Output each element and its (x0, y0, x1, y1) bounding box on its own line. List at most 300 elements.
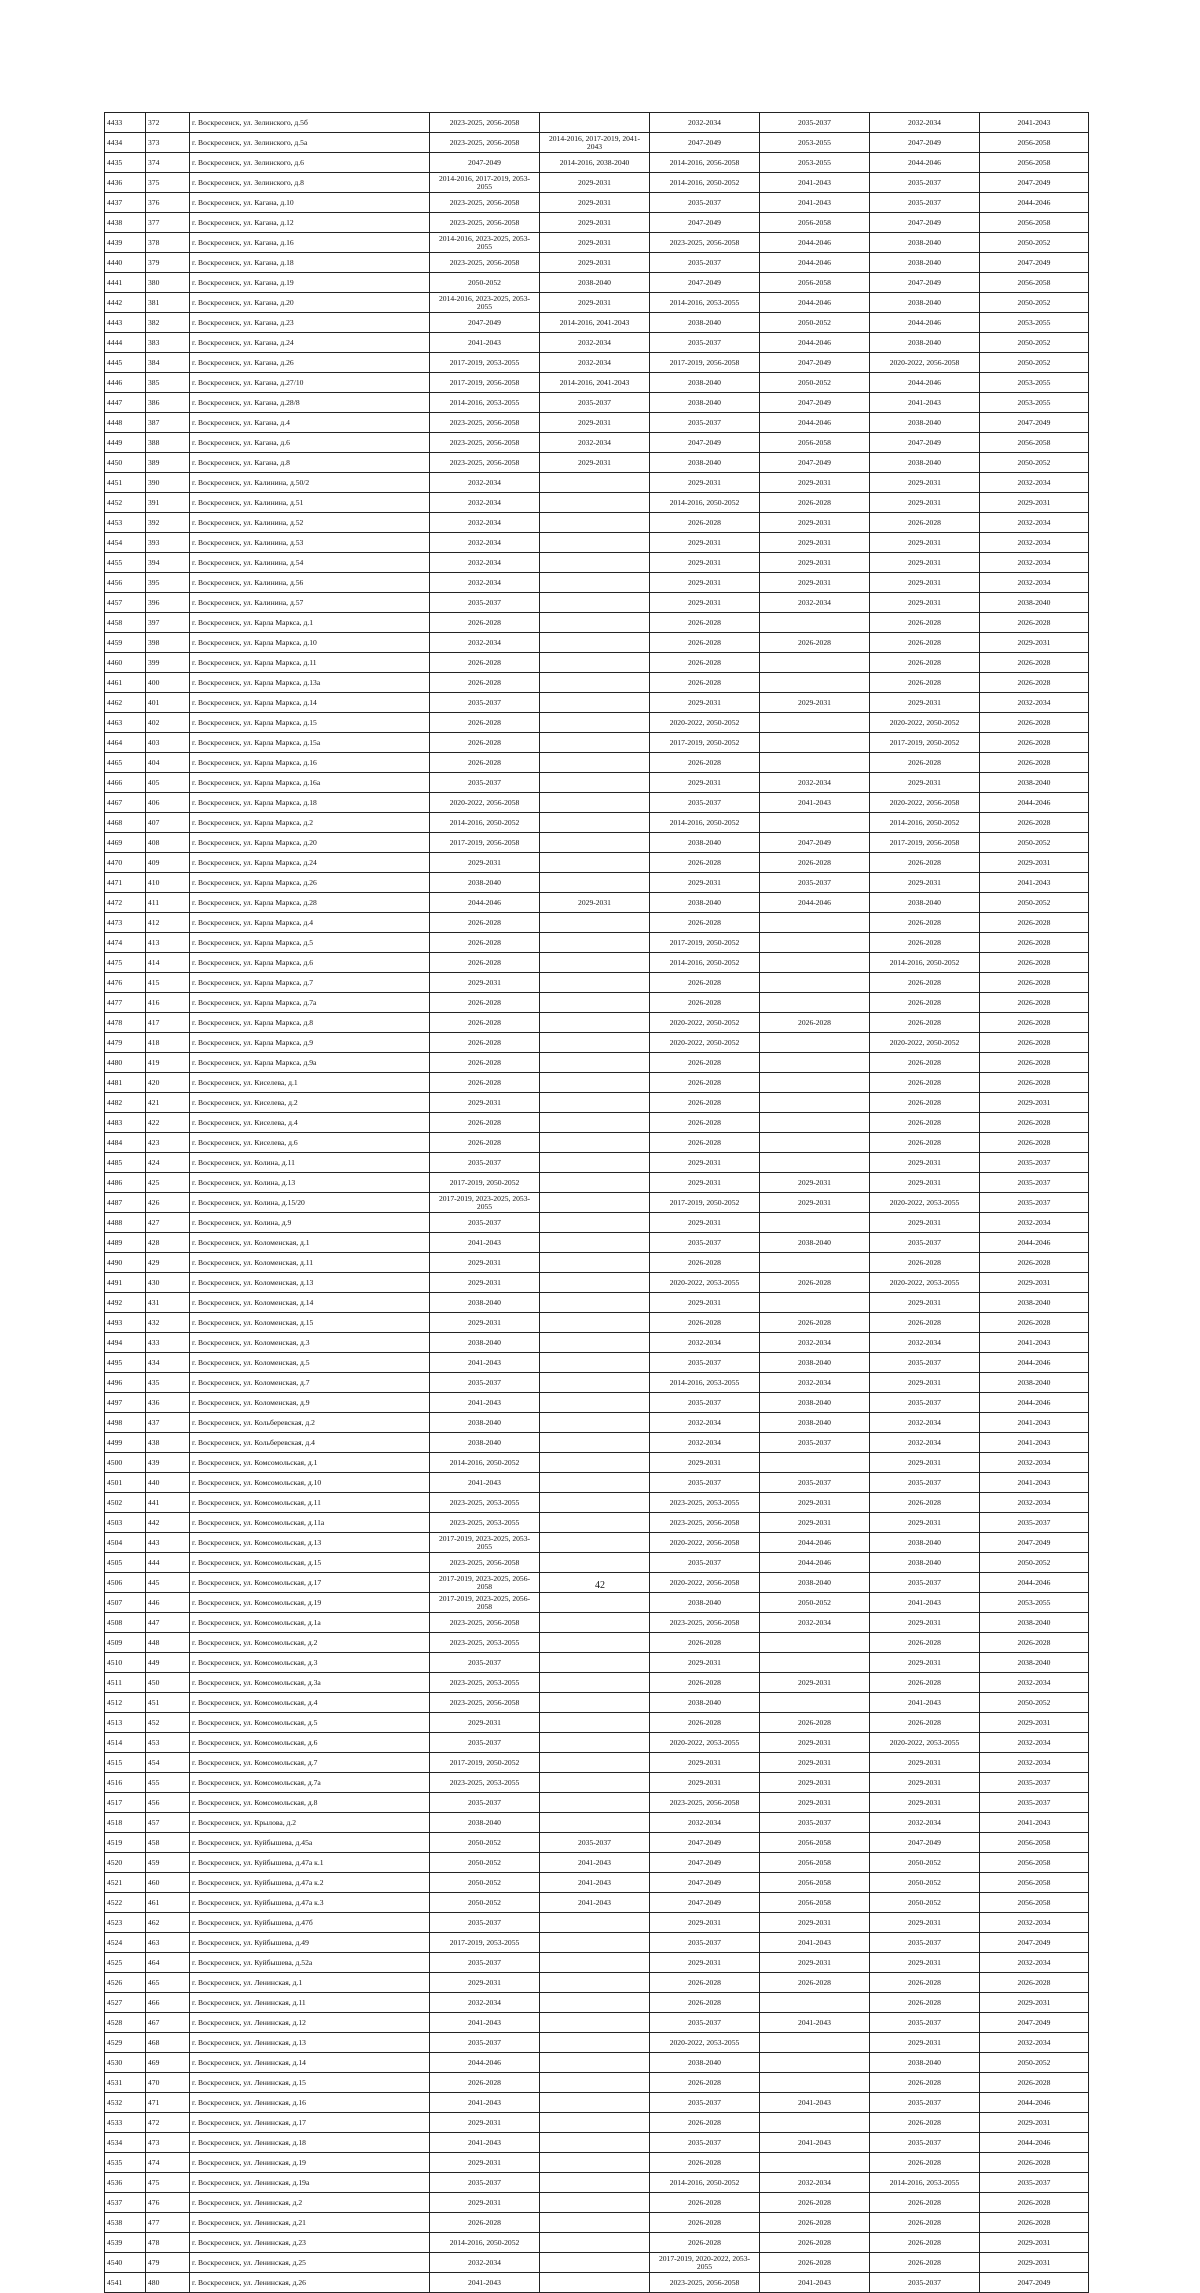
period-cell-1: 2017-2019, 2056-2058 (430, 373, 540, 393)
period-cell-5: 2029-2031 (870, 1913, 980, 1933)
period-cell-5: 2026-2028 (870, 1113, 980, 1133)
entry-number: 372 (146, 113, 190, 133)
period-cell-2 (540, 2153, 650, 2173)
period-cell-3: 2047-2049 (650, 213, 760, 233)
period-cell-1: 2035-2037 (430, 693, 540, 713)
period-cell-4: 2047-2049 (760, 833, 870, 853)
table-row (105, 533, 1089, 553)
entry-number: 407 (146, 813, 190, 833)
period-cell-3: 2026-2028 (650, 673, 760, 693)
table-row (105, 1413, 1089, 1433)
period-cell-6: 2032-2034 (980, 1733, 1089, 1753)
table-row (105, 1333, 1089, 1353)
period-cell-4: 2026-2028 (760, 2193, 870, 2213)
row-index: 4458 (105, 613, 146, 633)
period-cell-6: 2038-2040 (980, 1653, 1089, 1673)
period-cell-5: 2035-2037 (870, 1473, 980, 1493)
row-index: 4503 (105, 1513, 146, 1533)
entry-number: 406 (146, 793, 190, 813)
period-cell-4: 2029-2031 (760, 1753, 870, 1773)
period-cell-5: 2026-2028 (870, 1253, 980, 1273)
period-cell-4: 2047-2049 (760, 453, 870, 473)
period-cell-5: 2044-2046 (870, 313, 980, 333)
table-row (105, 1073, 1089, 1093)
period-cell-5: 2020-2022, 2050-2052 (870, 1033, 980, 1053)
row-index: 4493 (105, 1313, 146, 1333)
period-cell-2 (540, 1773, 650, 1793)
period-cell-3: 2026-2028 (650, 1073, 760, 1093)
period-cell-1: 2044-2046 (430, 893, 540, 913)
entry-number: 424 (146, 1153, 190, 1173)
row-index: 4455 (105, 553, 146, 573)
row-index: 4490 (105, 1253, 146, 1273)
address-cell: г. Воскресенск, ул. Карла Маркса, д.28 (190, 893, 430, 913)
entry-number: 388 (146, 433, 190, 453)
entry-number: 465 (146, 1973, 190, 1993)
period-cell-6: 2047-2049 (980, 253, 1089, 273)
period-cell-3: 2026-2028 (650, 1673, 760, 1693)
period-cell-3: 2038-2040 (650, 373, 760, 393)
period-cell-2 (540, 1413, 650, 1433)
period-cell-4: 2032-2034 (760, 773, 870, 793)
address-cell: г. Воскресенск, ул. Ленинская, д.13 (190, 2033, 430, 2053)
period-cell-6: 2026-2028 (980, 1633, 1089, 1653)
table-row (105, 553, 1089, 573)
period-cell-2 (540, 1033, 650, 1053)
period-cell-3: 2038-2040 (650, 833, 760, 853)
period-cell-3: 2035-2037 (650, 413, 760, 433)
entry-number: 451 (146, 1693, 190, 1713)
period-cell-3: 2020-2022, 2053-2055 (650, 1273, 760, 1293)
table-row (105, 2193, 1089, 2213)
table-row (105, 1273, 1089, 1293)
period-cell-6: 2032-2034 (980, 1913, 1089, 1933)
address-cell: г. Воскресенск, ул. Куйбышева, д.45а (190, 1833, 430, 1853)
period-cell-6: 2044-2046 (980, 1353, 1089, 1373)
period-cell-6: 2026-2028 (980, 913, 1089, 933)
period-cell-6: 2026-2028 (980, 993, 1089, 1013)
address-cell: г. Воскресенск, ул. Карла Маркса, д.5 (190, 933, 430, 953)
period-cell-1: 2026-2028 (430, 2213, 540, 2233)
period-cell-2 (540, 1293, 650, 1313)
period-cell-1: 2026-2028 (430, 933, 540, 953)
period-cell-1: 2014-2016, 2023-2025, 2053-2055 (430, 233, 540, 253)
period-cell-6: 2050-2052 (980, 333, 1089, 353)
period-cell-2 (540, 2253, 650, 2273)
period-cell-4: 2041-2043 (760, 1933, 870, 1953)
row-index: 4449 (105, 433, 146, 453)
row-index: 4438 (105, 213, 146, 233)
period-cell-1: 2023-2025, 2056-2058 (430, 413, 540, 433)
row-index: 4488 (105, 1213, 146, 1233)
period-cell-6: 2029-2031 (980, 1713, 1089, 1733)
period-cell-1: 2038-2040 (430, 1333, 540, 1353)
row-index: 4512 (105, 1693, 146, 1713)
period-cell-5: 2026-2028 (870, 2073, 980, 2093)
period-cell-3: 2026-2028 (650, 2193, 760, 2213)
period-cell-6: 2044-2046 (980, 793, 1089, 813)
period-cell-2 (540, 1253, 650, 1273)
row-index: 4506 (105, 1573, 146, 1593)
entry-number: 447 (146, 1613, 190, 1633)
period-cell-3: 2035-2037 (650, 253, 760, 273)
period-cell-2 (540, 1353, 650, 1373)
entry-number: 437 (146, 1413, 190, 1433)
period-cell-4: 2038-2040 (760, 1393, 870, 1413)
period-cell-2 (540, 1093, 650, 1113)
period-cell-4: 2044-2046 (760, 1553, 870, 1573)
period-cell-2 (540, 2093, 650, 2113)
table-row (105, 593, 1089, 613)
address-cell: г. Воскресенск, ул. Карла Маркса, д.6 (190, 953, 430, 973)
period-cell-1: 2023-2025, 2056-2058 (430, 1553, 540, 1573)
address-cell: г. Воскресенск, ул. Куйбышева, д.47а к.1 (190, 1853, 430, 1873)
period-cell-4: 2029-2031 (760, 573, 870, 593)
entry-number: 454 (146, 1753, 190, 1773)
period-cell-2 (540, 2233, 650, 2253)
period-cell-6: 2032-2034 (980, 1493, 1089, 1513)
row-index: 4538 (105, 2213, 146, 2233)
address-cell: г. Воскресенск, ул. Колина, д.13 (190, 1173, 430, 1193)
period-cell-6: 2050-2052 (980, 893, 1089, 913)
period-cell-3: 2047-2049 (650, 1833, 760, 1853)
period-cell-4: 2053-2055 (760, 133, 870, 153)
period-cell-4: 2032-2034 (760, 1613, 870, 1633)
period-cell-3: 2017-2019, 2020-2022, 2053-2055 (650, 2253, 760, 2273)
period-cell-5: 2050-2052 (870, 1873, 980, 1893)
row-index: 4495 (105, 1353, 146, 1373)
address-cell: г. Воскресенск, ул. Ленинская, д.16 (190, 2093, 430, 2113)
period-cell-6: 2047-2049 (980, 2013, 1089, 2033)
entry-number: 414 (146, 953, 190, 973)
period-cell-3: 2026-2028 (650, 1313, 760, 1333)
period-cell-6: 2038-2040 (980, 593, 1089, 613)
period-cell-3: 2023-2025, 2056-2058 (650, 1613, 760, 1633)
row-index: 4442 (105, 293, 146, 313)
period-cell-6: 2056-2058 (980, 1853, 1089, 1873)
period-cell-5: 2029-2031 (870, 2033, 980, 2053)
period-cell-4 (760, 1293, 870, 1313)
period-cell-6: 2026-2028 (980, 2073, 1089, 2093)
entry-number: 397 (146, 613, 190, 633)
period-cell-3: 2035-2037 (650, 793, 760, 813)
period-cell-3: 2026-2028 (650, 993, 760, 1013)
period-cell-5: 2038-2040 (870, 333, 980, 353)
period-cell-6: 2026-2028 (980, 1053, 1089, 1073)
table-row (105, 813, 1089, 833)
table-row (105, 313, 1089, 333)
period-cell-4: 2032-2034 (760, 593, 870, 613)
address-cell: г. Воскресенск, ул. Карла Маркса, д.9а (190, 1053, 430, 1073)
table-row (105, 393, 1089, 413)
period-cell-5: 2038-2040 (870, 413, 980, 433)
period-cell-3: 2026-2028 (650, 913, 760, 933)
entry-number: 422 (146, 1113, 190, 1133)
period-cell-4: 2038-2040 (760, 1413, 870, 1433)
period-cell-1: 2026-2028 (430, 733, 540, 753)
period-cell-6: 2056-2058 (980, 153, 1089, 173)
period-cell-1: 2026-2028 (430, 1013, 540, 1033)
period-cell-1: 2035-2037 (430, 1953, 540, 1973)
address-cell: г. Воскресенск, ул. Киселева, д.6 (190, 1133, 430, 1153)
period-cell-6: 2050-2052 (980, 1553, 1089, 1573)
period-cell-5: 2026-2028 (870, 1073, 980, 1093)
period-cell-6: 2026-2028 (980, 933, 1089, 953)
table-row (105, 573, 1089, 593)
row-index: 4519 (105, 1833, 146, 1853)
period-cell-3: 2035-2037 (650, 2133, 760, 2153)
table-row (105, 1253, 1089, 1273)
period-cell-4 (760, 1153, 870, 1173)
period-cell-4: 2035-2037 (760, 873, 870, 893)
period-cell-2: 2041-2043 (540, 1893, 650, 1913)
entry-number: 412 (146, 913, 190, 933)
address-cell: г. Воскресенск, ул. Кагана, д.19 (190, 273, 430, 293)
entry-number: 475 (146, 2173, 190, 2193)
address-cell: г. Воскресенск, ул. Кагана, д.18 (190, 253, 430, 273)
table-row (105, 1993, 1089, 2013)
period-cell-1: 2029-2031 (430, 2193, 540, 2213)
period-cell-1: 2050-2052 (430, 1893, 540, 1913)
address-cell: г. Воскресенск, ул. Комсомольская, д.5 (190, 1713, 430, 1733)
period-cell-2 (540, 633, 650, 653)
period-cell-4: 2029-2031 (760, 1733, 870, 1753)
address-cell: г. Воскресенск, ул. Коломенская, д.3 (190, 1333, 430, 1353)
address-cell: г. Воскресенск, ул. Ленинская, д.11 (190, 1993, 430, 2013)
entry-number: 446 (146, 1593, 190, 1613)
period-cell-2 (540, 553, 650, 573)
table-row (105, 1813, 1089, 1833)
table-row (105, 1693, 1089, 1713)
period-cell-1: 2026-2028 (430, 1053, 540, 1073)
address-cell: г. Воскресенск, ул. Комсомольская, д.6 (190, 1733, 430, 1753)
entry-number: 435 (146, 1373, 190, 1393)
period-cell-2 (540, 993, 650, 1013)
entry-number: 458 (146, 1833, 190, 1853)
period-cell-5: 2026-2028 (870, 973, 980, 993)
period-cell-1: 2026-2028 (430, 613, 540, 633)
address-cell: г. Воскресенск, ул. Кагана, д.23 (190, 313, 430, 333)
period-cell-5: 2026-2028 (870, 853, 980, 873)
period-cell-1: 2026-2028 (430, 913, 540, 933)
period-cell-1: 2017-2019, 2050-2052 (430, 1753, 540, 1773)
period-cell-1: 2023-2025, 2056-2058 (430, 193, 540, 213)
entry-number: 453 (146, 1733, 190, 1753)
period-cell-3: 2026-2028 (650, 1093, 760, 1113)
period-cell-3: 2032-2034 (650, 113, 760, 133)
row-index: 4491 (105, 1273, 146, 1293)
address-cell: г. Воскресенск, ул. Ленинская, д.1 (190, 1973, 430, 1993)
period-cell-2 (540, 913, 650, 933)
period-cell-4: 2029-2031 (760, 1793, 870, 1813)
entry-number: 423 (146, 1133, 190, 1153)
entry-number: 391 (146, 493, 190, 513)
entry-number: 448 (146, 1633, 190, 1653)
period-cell-5: 2029-2031 (870, 1773, 980, 1793)
period-cell-5: 2029-2031 (870, 1513, 980, 1533)
period-cell-2: 2029-2031 (540, 213, 650, 233)
entry-number: 467 (146, 2013, 190, 2033)
entry-number: 384 (146, 353, 190, 373)
period-cell-4: 2026-2028 (760, 1713, 870, 1733)
entry-number: 405 (146, 773, 190, 793)
period-cell-6: 2035-2037 (980, 1193, 1089, 1213)
period-cell-3: 2029-2031 (650, 693, 760, 713)
table-row (105, 633, 1089, 653)
table-row (105, 1033, 1089, 1053)
period-cell-2: 2041-2043 (540, 1873, 650, 1893)
period-cell-6: 2044-2046 (980, 1393, 1089, 1413)
period-cell-1: 2035-2037 (430, 1653, 540, 1673)
address-cell: г. Воскресенск, ул. Коломенская, д.5 (190, 1353, 430, 1373)
period-cell-4: 2041-2043 (760, 193, 870, 213)
period-cell-3: 2023-2025, 2056-2058 (650, 1513, 760, 1533)
entry-number: 469 (146, 2053, 190, 2073)
period-cell-1: 2035-2037 (430, 1913, 540, 1933)
period-cell-2 (540, 2113, 650, 2133)
period-cell-4: 2047-2049 (760, 353, 870, 373)
period-cell-3: 2035-2037 (650, 333, 760, 353)
table-row (105, 473, 1089, 493)
period-cell-1: 2041-2043 (430, 1473, 540, 1493)
period-cell-6: 2032-2034 (980, 553, 1089, 573)
table-row (105, 893, 1089, 913)
period-cell-5: 2038-2040 (870, 453, 980, 473)
period-cell-6: 2041-2043 (980, 1413, 1089, 1433)
period-cell-1: 2014-2016, 2050-2052 (430, 2233, 540, 2253)
period-cell-1: 2038-2040 (430, 1433, 540, 1453)
table-row (105, 1193, 1089, 1213)
entry-number: 426 (146, 1193, 190, 1213)
period-cell-5: 2035-2037 (870, 173, 980, 193)
period-cell-4: 2056-2058 (760, 1873, 870, 1893)
address-cell: г. Воскресенск, ул. Коломенская, д.7 (190, 1373, 430, 1393)
period-cell-3: 2047-2049 (650, 1853, 760, 1873)
row-index: 4447 (105, 393, 146, 413)
period-cell-5: 2029-2031 (870, 533, 980, 553)
period-cell-3: 2026-2028 (650, 1133, 760, 1153)
table-row (105, 1293, 1089, 1313)
row-index: 4523 (105, 1913, 146, 1933)
period-cell-4: 2032-2034 (760, 2173, 870, 2193)
period-cell-3: 2023-2025, 2056-2058 (650, 2273, 760, 2293)
period-cell-6: 2044-2046 (980, 1233, 1089, 1253)
period-cell-2: 2029-2031 (540, 253, 650, 273)
entry-number: 392 (146, 513, 190, 533)
period-cell-2 (540, 1973, 650, 1993)
entry-number: 429 (146, 1253, 190, 1273)
row-index: 4473 (105, 913, 146, 933)
period-cell-2 (540, 2053, 650, 2073)
period-cell-1: 2050-2052 (430, 1853, 540, 1873)
period-cell-2 (540, 1653, 650, 1673)
address-cell: г. Воскресенск, ул. Куйбышева, д.47б (190, 1913, 430, 1933)
table-row (105, 293, 1089, 313)
period-cell-4: 2056-2058 (760, 1893, 870, 1913)
period-cell-5: 2026-2028 (870, 1313, 980, 1333)
period-cell-4: 2035-2037 (760, 113, 870, 133)
period-cell-1: 2041-2043 (430, 1233, 540, 1253)
entry-number: 474 (146, 2153, 190, 2173)
period-cell-4: 2041-2043 (760, 173, 870, 193)
period-cell-1: 2044-2046 (430, 2053, 540, 2073)
table-row (105, 413, 1089, 433)
table-row (105, 1453, 1089, 1473)
period-cell-6: 2035-2037 (980, 1513, 1089, 1533)
table-row (105, 1613, 1089, 1633)
row-index: 4486 (105, 1173, 146, 1193)
period-cell-2: 2029-2031 (540, 453, 650, 473)
period-cell-6: 2038-2040 (980, 773, 1089, 793)
row-index: 4489 (105, 1233, 146, 1253)
period-cell-2 (540, 1693, 650, 1713)
period-cell-1: 2035-2037 (430, 2173, 540, 2193)
table-row (105, 2153, 1089, 2173)
row-index: 4444 (105, 333, 146, 353)
period-cell-4 (760, 813, 870, 833)
period-cell-6: 2026-2028 (980, 1133, 1089, 1153)
period-cell-2: 2029-2031 (540, 413, 650, 433)
period-cell-1: 2032-2034 (430, 473, 540, 493)
period-cell-2: 2041-2043 (540, 1853, 650, 1873)
table-row (105, 653, 1089, 673)
period-cell-5: 2026-2028 (870, 1673, 980, 1693)
table-row (105, 453, 1089, 473)
period-cell-1: 2026-2028 (430, 673, 540, 693)
period-cell-5: 2014-2016, 2053-2055 (870, 2173, 980, 2193)
period-cell-6: 2029-2031 (980, 633, 1089, 653)
table-row (105, 173, 1089, 193)
period-cell-3: 2014-2016, 2053-2055 (650, 1373, 760, 1393)
entry-number: 472 (146, 2113, 190, 2133)
table-row (105, 1093, 1089, 1113)
period-cell-3: 2029-2031 (650, 873, 760, 893)
period-cell-5: 2041-2043 (870, 1593, 980, 1613)
period-cell-4: 2026-2028 (760, 2253, 870, 2273)
entry-number: 436 (146, 1393, 190, 1413)
period-cell-4: 2044-2046 (760, 233, 870, 253)
entry-number: 439 (146, 1453, 190, 1473)
period-cell-4: 2029-2031 (760, 473, 870, 493)
period-cell-1: 2050-2052 (430, 1833, 540, 1853)
period-cell-4: 2056-2058 (760, 1833, 870, 1853)
period-cell-2 (540, 113, 650, 133)
period-cell-5: 2026-2028 (870, 913, 980, 933)
address-cell: г. Воскресенск, ул. Колина, д.15/20 (190, 1193, 430, 1213)
period-cell-1: 2017-2019, 2050-2052 (430, 1173, 540, 1193)
period-cell-4: 2029-2031 (760, 533, 870, 553)
address-cell: г. Воскресенск, ул. Кагана, д.27/10 (190, 373, 430, 393)
address-cell: г. Воскресенск, ул. Коломенская, д.13 (190, 1273, 430, 1293)
period-cell-5: 2032-2034 (870, 1413, 980, 1433)
period-cell-5: 2050-2052 (870, 1853, 980, 1873)
period-cell-3: 2026-2028 (650, 613, 760, 633)
period-cell-5: 2041-2043 (870, 393, 980, 413)
period-cell-3: 2014-2016, 2050-2052 (650, 813, 760, 833)
period-cell-6: 2029-2031 (980, 1273, 1089, 1293)
period-cell-6: 2029-2031 (980, 2233, 1089, 2253)
period-cell-2 (540, 1173, 650, 1193)
period-cell-2 (540, 1593, 650, 1613)
entry-number: 394 (146, 553, 190, 573)
table-row (105, 193, 1089, 213)
row-index: 4446 (105, 373, 146, 393)
row-index: 4441 (105, 273, 146, 293)
period-cell-4 (760, 673, 870, 693)
address-cell: г. Воскресенск, ул. Кагана, д.24 (190, 333, 430, 353)
period-cell-5: 2029-2031 (870, 493, 980, 513)
address-cell: г. Воскресенск, ул. Калинина, д.52 (190, 513, 430, 533)
